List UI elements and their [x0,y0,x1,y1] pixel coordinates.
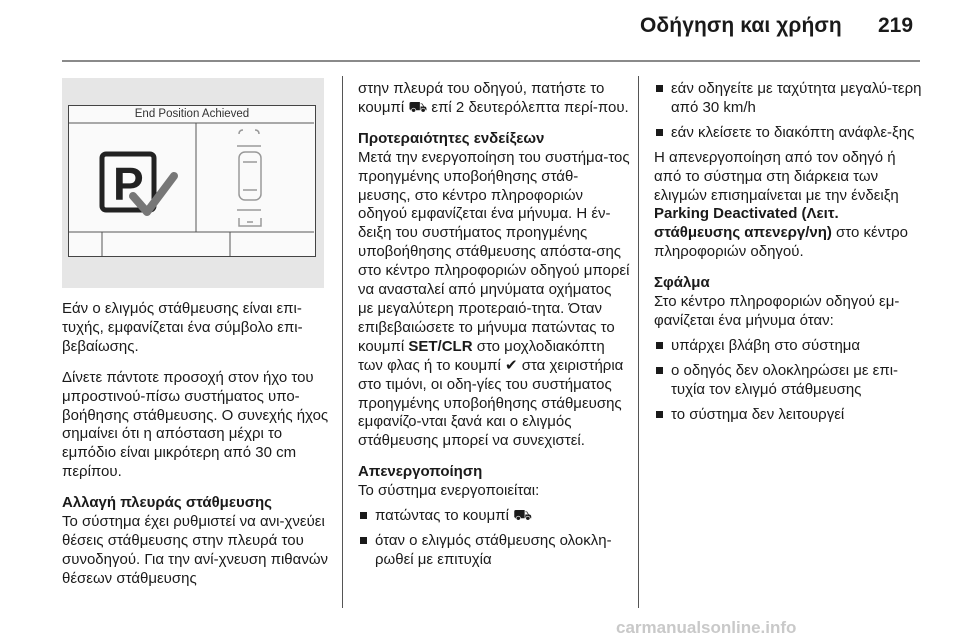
running-header-title: Οδήγηση και χρήση [640,14,842,37]
section-heading: Σφάλμα [654,274,710,292]
text-run: στο κέντρο πληροφοριών οδηγού. [654,224,909,261]
paragraph: Το σύστημα ενεργοποιείται: [358,482,540,500]
bullet-icon [360,537,367,544]
column-right [654,80,924,431]
section-heading: Αλλαγή πλευράς στάθμευσης [62,494,272,512]
column-divider [638,76,639,608]
svg-text:P: P [113,158,144,210]
watermark: carmanualsonline.info [616,618,797,637]
list-item: εάν κλείσετε το διακόπτη ανάφλε-ξης [654,124,924,143]
driver-info-screen [68,105,316,257]
list-item: ο οδηγός δεν ολοκληρώσει με επι-τυχία τον ελιγμό στάθμευσης [654,362,924,400]
bullet-icon [656,342,663,349]
bullet-icon [656,85,663,92]
list-item: όταν ο ελιγμός στάθμευσης ολοκλη-ρωθεί με επιτυχία [358,532,630,570]
header-rule [62,60,920,62]
set-clr-label: SET/CLR [408,337,473,355]
paragraph: Εάν ο ελιγμός στάθμευσης είναι επι-τυχής, εμφανίζεται ένα σύμβολο επι-βεβαίωσης. [62,300,303,355]
text-run: στο μοχλοδιακόπτη των φλας ή το κουμπί ✔ στα χειριστήρια στο τιμόνι, οι οδη-γίες του συστήματος προηγμένης υποβοήθησης στάθμευσης εμφανίζο-νται ξανά και ο ελιγμός στάθμευσης μπορεί να συνεχιστεί. [358,337,624,450]
list-item: υπάρχει βλάβη στο σύστημα [654,337,924,356]
list-item: εάν οδηγείτε με ταχύτητα μεγαλύ-τερη από 30 km/h [654,80,924,118]
bullet-icon [360,512,367,519]
column-left [62,300,330,601]
column-divider [342,76,343,608]
screen-title: End Position Achieved [134,108,250,120]
parking-deactivated-label: Parking Deactivated (Λειτ. στάθμευσης απενεργ/νη) [654,205,839,242]
paragraph [654,149,924,262]
column-middle [358,80,630,576]
paragraph: Το σύστημα έχει ρυθμιστεί να ανι-χνεύει θέσεις στάθμευσης στην πλευρά του συνοδηγού. Για την ανί-χνευση πιθανών θέσεων στάθμευσης [62,513,329,587]
parking-display-figure [62,78,324,288]
section-heading: Απενεργοποίηση [358,463,483,481]
car-outline-icon [237,130,261,226]
parking-graphic [69,106,314,256]
section-heading: Προτεραιότητες ενδείξεων [358,129,545,147]
parking-p-icon [102,154,154,210]
bullet-icon [656,129,663,136]
bullet-icon [656,411,663,418]
paragraph: Δίνετε πάντοτε προσοχή στον ήχο του μπροστινού-πίσω συστήματος υπο-βοήθησης στάθμευσης. Ο συνεχής ήχος σημαίνει ότι η απόσταση μέχρι το εμπόδιο είναι μικρότερη από 30 cm περίπου. [62,368,329,481]
list-item: το σύστημα δεν λειτουργεί [654,406,924,425]
page-number: 219 [878,14,914,37]
text-run: Μετά την ενεργοποίηση του συστήμα-τος προηγμένης υποβοήθησης στάθ-μευσης, στο κέντρο πληροφοριών οδηγού εμφανίζεται ένα μήνυμα. Η έν-δειξη του συστήματος προηγμένης υποβοήθησης στάθμευσης απόστα-σης στο κέντρο πληροφοριών οδηγού μπορεί να ανασταλεί από μηνύματα οχήματος με μεγαλύτερη προτεραιό-τητα. Όταν επιβεβαιώσετε το μήνυμα πατώντας το κουμπί [358,148,630,355]
paragraph: Στο κέντρο πληροφοριών οδηγού εμ-φανίζεται ένα μήνυμα όταν: [654,293,900,329]
paragraph [358,149,630,452]
list-item: πατώντας το κουμπί ⛟ [358,507,630,526]
paragraph: στην πλευρά του οδηγού, πατήστε το κουμπί ⛟ επί 2 δευτερόλεπτα περί-που. [358,80,629,116]
bullet-icon [656,367,663,374]
text-run: Η απενεργοποίηση από τον οδηγό ή από το σύστημα στη διάρκεια των ελιγμών επισημαίνεται με την ένδειξη [654,148,899,204]
